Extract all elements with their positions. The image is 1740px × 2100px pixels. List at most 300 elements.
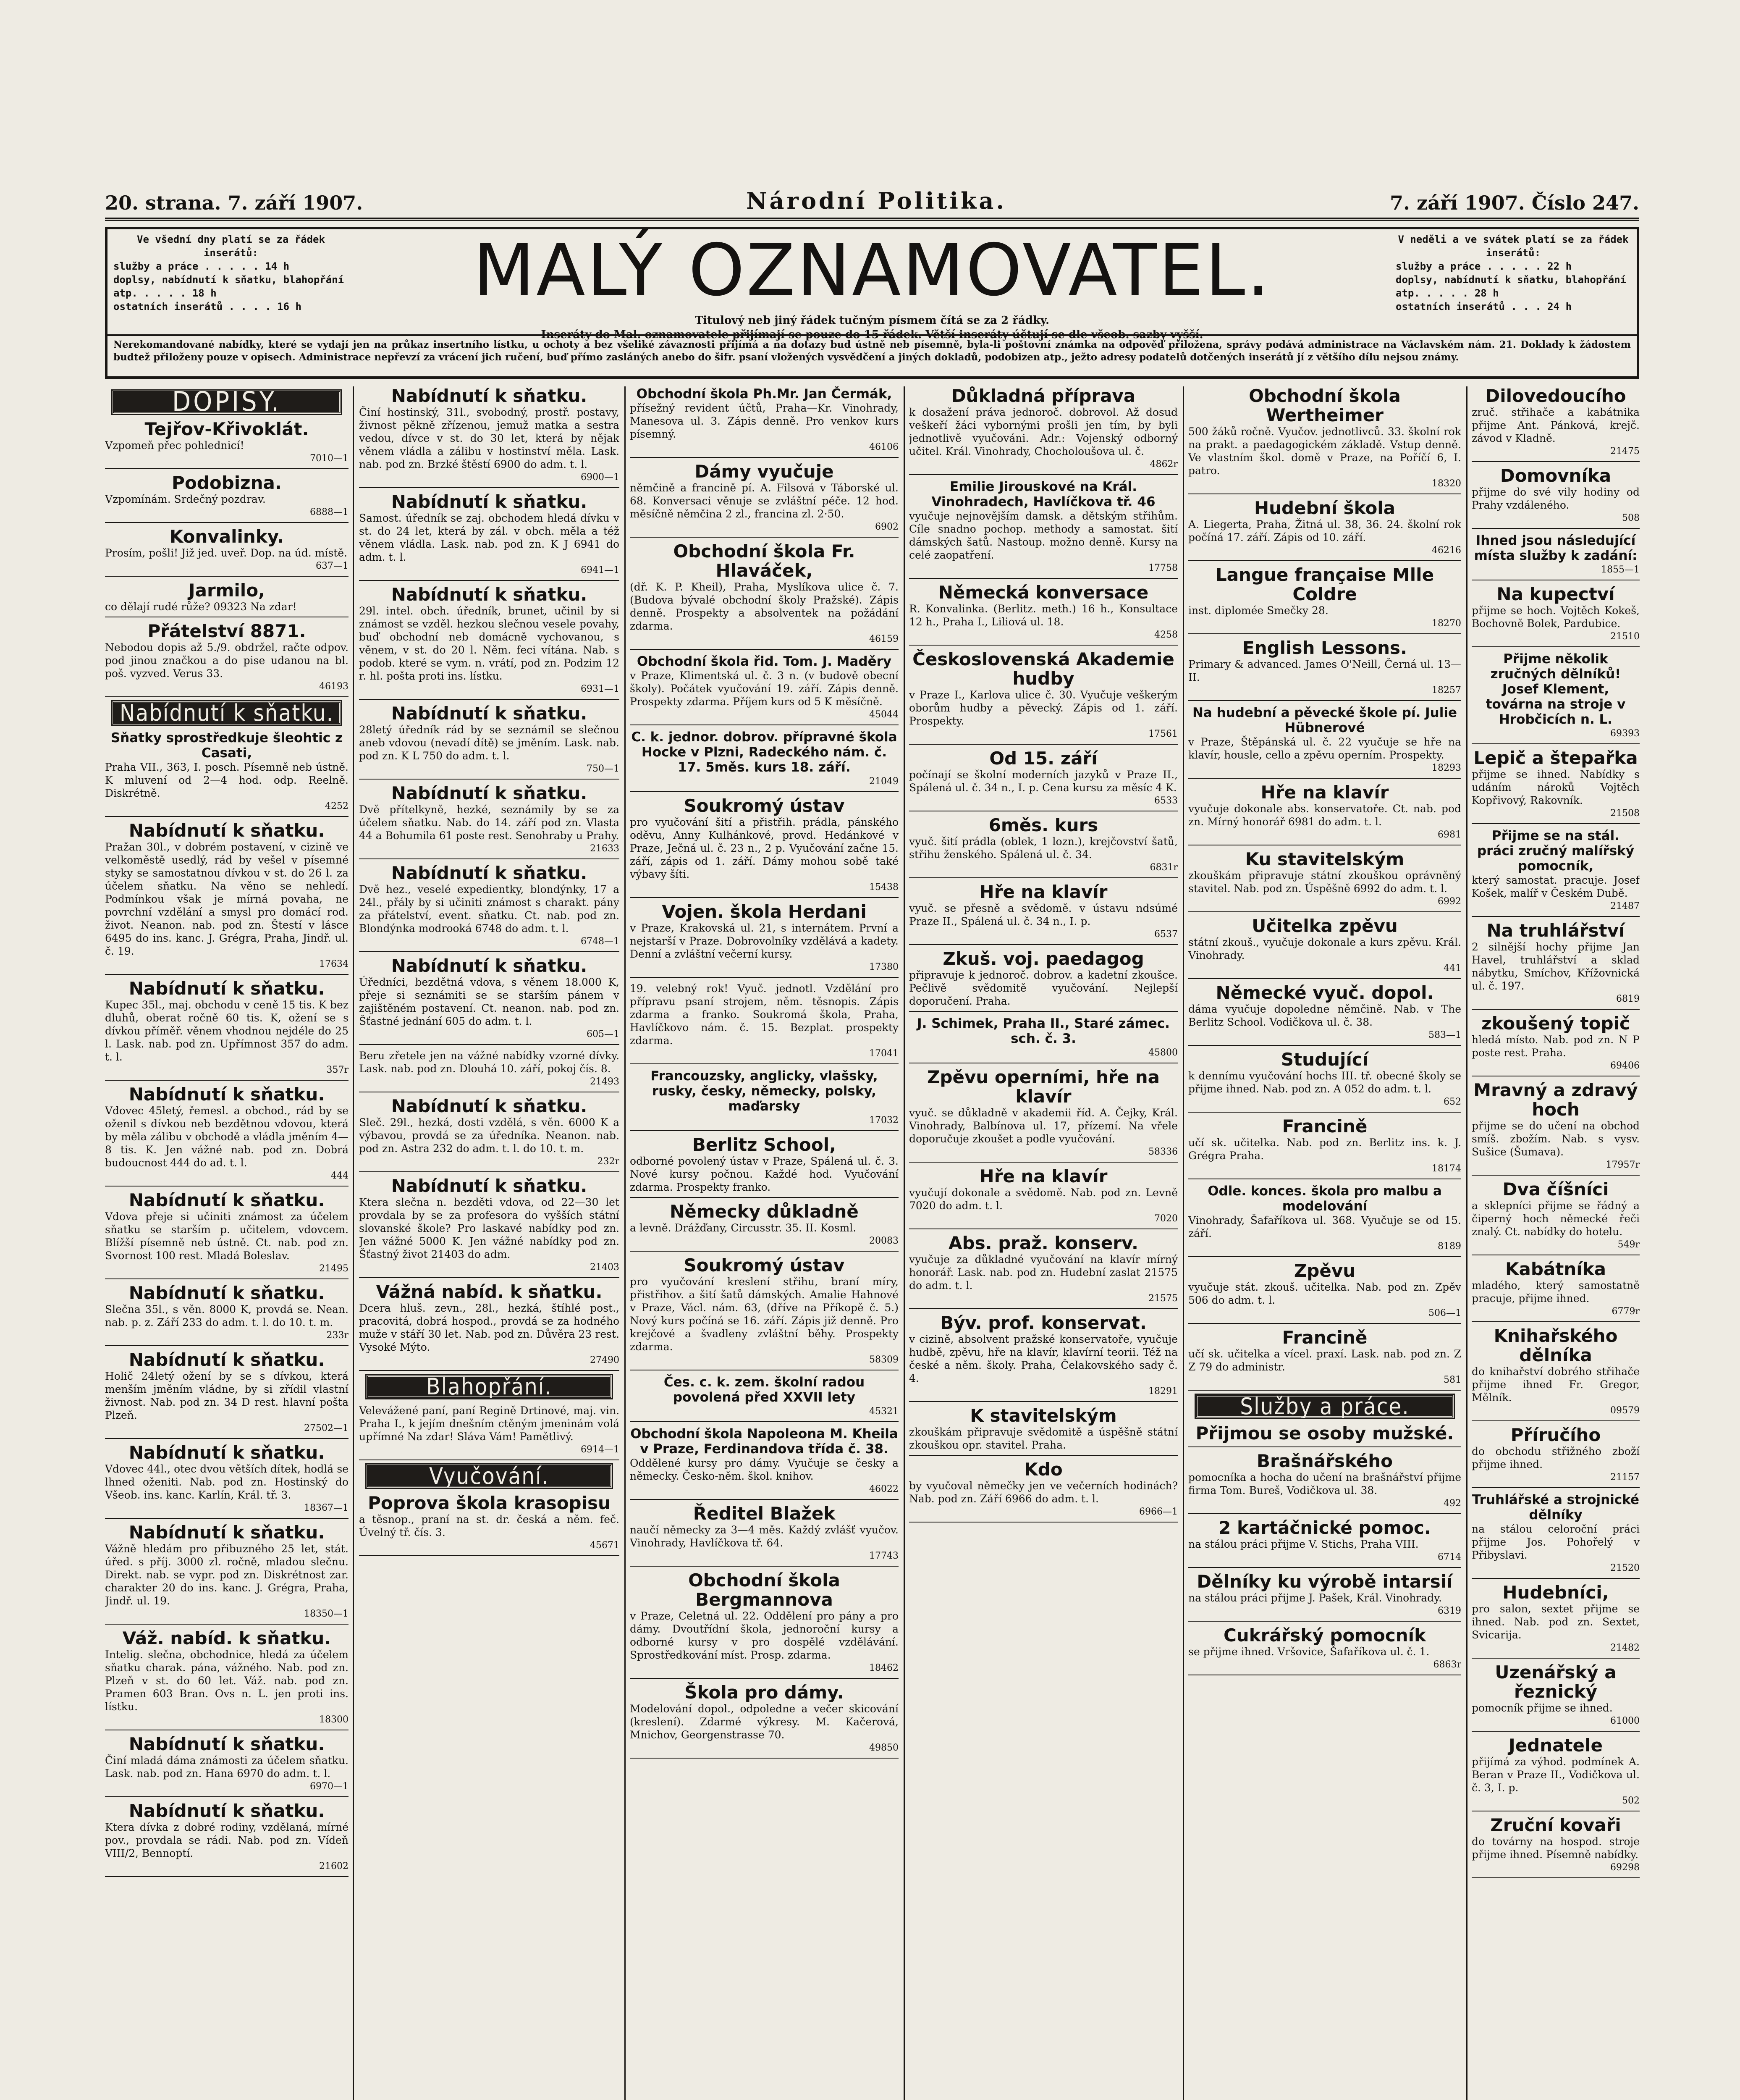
ad-heading: Zpěvu	[1294, 1260, 1356, 1281]
ad-number: 7020	[1154, 1213, 1178, 1224]
ad-text: Úředníci, bezdětná vdova, s věnem 18.000 K, přeje si seznámiti se se starším pánem v zajištěném postavení. Ct. neanon. nab. pod zn. Šťastné jednání 605 do adm. t. l.	[359, 976, 619, 1027]
classified-ad	[105, 1523, 349, 1625]
ad-number: 7010—1	[310, 453, 349, 464]
ad-heading: 2 kartáčnické pomoc.	[1219, 1517, 1431, 1538]
ad-heading: Na hudební a pěvecké škole pí. Julie Hübnerové	[1192, 705, 1457, 735]
ad-text: a sklepníci přijme se řádný a čiperný hoch německé řeči znalý. Ct. nabídky do hotelu.	[1472, 1200, 1640, 1238]
ad-heading: Vážná nabíd. k sňatku.	[376, 1281, 603, 1302]
classified-ad	[630, 1683, 899, 1759]
ad-heading: Od 15. září	[989, 748, 1098, 769]
ad-heading: Dva číšníci	[1502, 1179, 1609, 1200]
ad-number: 21508	[1610, 808, 1640, 819]
ad-text: pro vyučování šití a přistřih. prádla, pánského oděvu, Anny Kulhánkové, provd. Hedánkové v Praze, Ječná ul. č. 23 n., 2 p. Vyučování začne 15. září, zápis od 1. září. Dámy mohou sobě také výbavy šíti.	[630, 816, 899, 880]
ad-text: se přijme ihned. Vršovice, Šafaříkova ul. č. 1.	[1188, 1646, 1430, 1658]
ad-number: 652	[1444, 1097, 1461, 1107]
classified-ad	[630, 542, 899, 650]
ad-text: Činí mladá dáma známosti za účelem sňatku. Lask. nab. pod zn. Hana 6970 do adm. t. l.	[105, 1754, 349, 1780]
ad-number: 6831r	[1150, 862, 1178, 873]
ad-heading: Nabídnutí k sňatku.	[391, 783, 587, 803]
ad-number: 15438	[869, 882, 899, 892]
ad-text: státní zkouš., vyučuje dokonale a kurs zpěvu. Král. Vinohrady.	[1188, 936, 1461, 961]
ad-number: 6902	[875, 522, 899, 532]
ad-text: přísežný revident účtů, Praha—Kr. Vinohrady, Manesova ul. 3. Zápis denně. Pro venkov kurs písemný.	[630, 402, 899, 440]
classified-ad	[1188, 783, 1461, 845]
ad-text: Vdovec 45letý, řemesl. a obchod., rád by se oženil s dívkou neb bezdětnou vdovou, která by měla zálibu v obchodě a vládla jměním 4—8 tis. K. Jen vážné nab. pod zn. Dobrá budoucnost 444 do ad. t. l.	[105, 1105, 349, 1169]
ad-number: 58309	[869, 1354, 899, 1365]
section-header-dopisy: DOPISY.	[113, 391, 341, 414]
ad-number: 46106	[869, 442, 899, 452]
ad-number: 17957r	[1606, 1160, 1640, 1170]
ad-number: 18367—1	[304, 1503, 349, 1513]
classified-ad	[105, 730, 349, 817]
ad-text: mladého, který samostatně pracuje, přijme ihned.	[1472, 1279, 1640, 1305]
classified-ad	[1188, 565, 1461, 634]
ad-heading: Dámy vyučuje	[694, 461, 834, 482]
classified-ad	[105, 1284, 349, 1346]
ad-text: odborné povolený ústav v Praze, Spálená ul. č. 3. Nové kursy počnou. Každé hod. Vyučování zdarma. Prospekty franko.	[630, 1155, 899, 1193]
classified-ad	[909, 816, 1178, 878]
ad-heading: K stavitelským	[970, 1405, 1117, 1426]
ad-heading: Německá konversace	[938, 582, 1149, 603]
ad-number: 492	[1444, 1498, 1461, 1509]
ad-number: 6748—1	[581, 936, 619, 947]
ad-heading: Německé vyuč. dopol.	[1216, 982, 1434, 1003]
ad-heading: Berlitz School,	[692, 1134, 836, 1155]
ad-heading: Ředitel Blažek	[693, 1503, 836, 1524]
ad-text: přijme do své vily hodiny od Prahy vzdáleného.	[1472, 486, 1640, 511]
ad-number: 441	[1444, 963, 1461, 974]
classified-ad	[1188, 983, 1461, 1046]
ad-number: 58336	[1148, 1147, 1178, 1157]
classified-ad	[359, 1494, 619, 1556]
ad-heading: J. Schimek, Praha II., Staré zámec. sch. č. 3.	[917, 1016, 1170, 1046]
ad-text: co dělají rudé růže? 09323 Na zdar!	[105, 601, 297, 613]
ad-text: v Praze I., Karlova ulice č. 30. Vyučuje veškerým oborům hudby a pěvecký. Zápis od 1. září. Prospekty.	[909, 689, 1178, 727]
subtitle-line: Titulový neb jiný řádek tučným písmem čítá se za 2 řádky.	[694, 314, 1050, 327]
classified-ad	[1188, 916, 1461, 979]
classified-ad	[1188, 1184, 1461, 1257]
ad-heading: Německy důkladně	[670, 1201, 859, 1222]
classified-ad	[1188, 499, 1461, 561]
classified-ad	[630, 1571, 899, 1679]
column-rule	[1183, 386, 1184, 2100]
ad-text: 19. velebný rok! Vyuč. jednotl. Vzdělání pro přípravu psaní strojem, něm. těsnopis. Zápis zdarma a franko. Soukromá škola, Praha, Havlíčkovo nám. č. 15. Bezplat. prospekty zdarma.	[630, 982, 899, 1047]
classified-ad	[105, 821, 349, 975]
ad-number: 21575	[1148, 1293, 1178, 1304]
ad-text: Prosím, pošli! Již jed. uveř. Dop. na úd. místě.	[105, 547, 348, 559]
ad-heading: Truhlářské a strojnické dělníky	[1472, 1492, 1640, 1522]
ad-text: naučí německy za 3—4 měs. Každý zvlášť vyučov. Vinohrady, Havlíčkova tř. 64.	[630, 1524, 899, 1549]
ad-heading: Brašnářského	[1256, 1451, 1393, 1471]
ad-text: přijme se do učení na obchod smíš. zbožím. Nab. s vysv. Sušice (Šumava).	[1472, 1120, 1640, 1158]
ad-heading: Dělníky ku výrobě intarsií	[1197, 1571, 1453, 1592]
ad-heading: Obchodní škola Fr. Hlaváček,	[673, 541, 855, 581]
ad-number: 17032	[869, 1115, 899, 1126]
classified-ad	[909, 1234, 1178, 1309]
ad-number: 6863r	[1433, 1659, 1461, 1670]
ad-heading: Obchodní škola Wertheimer	[1249, 386, 1401, 425]
header-right: 7. září 1907. Číslo 247.	[1390, 192, 1639, 214]
ad-number: 46193	[319, 681, 349, 692]
ad-number: 6819	[1616, 994, 1640, 1004]
ad-number: 502	[1622, 1796, 1640, 1806]
ad-text: přijme se hoch. Vojtěch Kokeš, Bochovně Bolek, Pardubice.	[1472, 604, 1640, 630]
ad-number: 21495	[319, 1263, 349, 1274]
ad-number: 45671	[590, 1540, 619, 1551]
ad-number: 45044	[869, 709, 899, 720]
ads-teaching	[359, 1494, 619, 1556]
rates-weekday	[113, 233, 349, 313]
ad-text: vyučuje dokonale abs. konservatoře. Ct. nab. pod zn. Mírný honorář 6981 do adm. t. l.	[1188, 803, 1461, 828]
ad-text: vyučuje za důkladné vyučování na klavír mírný honorář. Lask. nab. pod zn. Hudební zaslat 21575 do adm. t. l.	[909, 1253, 1178, 1292]
ad-text: v cizině, absolvent pražské konservatoře, vyučuje hudbě, zpěvu, hře na klavír, klavírní teorii. Též na české a něm. školy. Praha, Čelakovského sady č. 4.	[909, 1333, 1178, 1384]
ad-text: přijímá za výhod. podmínek A. Beran v Praze II., Vodičkova ul. č. 3, I. p.	[1472, 1756, 1640, 1794]
ad-heading: Nabídnutí k sňatku.	[128, 1190, 325, 1210]
ad-number: 6981	[1438, 830, 1461, 840]
ad-number: 61000	[1610, 1716, 1640, 1726]
ad-heading: Hudebníci,	[1502, 1582, 1609, 1603]
ad-number: 18291	[1148, 1386, 1178, 1396]
ad-text: na stálou práci přijme V. Stichs, Praha VIII.	[1188, 1538, 1419, 1550]
ad-heading: C. k. jednor. dobrov. přípravné škola Hocke v Plzni, Radeckého nám. č. 17. 5měs. kurs 18. září.	[631, 730, 897, 775]
ad-heading: Jarmilo,	[188, 580, 265, 601]
ads-schools-3	[1188, 386, 1461, 1391]
ad-number: 506—1	[1428, 1308, 1461, 1318]
classified-ad	[359, 784, 619, 859]
section-header-nabidnuti: Nabídnutí k sňatku.	[113, 701, 341, 724]
classified-ad	[630, 730, 899, 792]
ad-text: Vdova přeje si učiniti známost za účelem sňatku se starším p. učitelem, vdovcem. Blížší písemně neb ústně. Ct. nab. pod zn. Svornost 100 rest. Mladá Boleslav.	[105, 1210, 349, 1262]
ads-jobs-2	[1472, 386, 1640, 1878]
ad-text: němčině a francině pí. A. Filsová v Táborské ul. 68. Konversaci věnuje se zvláštní péče. 12 hod. měsíčně němčina 2 zl., francina zl. 2·50.	[630, 482, 899, 520]
ad-text: inst. diplomée Smečky 28.	[1188, 604, 1329, 617]
ad-heading: Langue française Mlle Coldre	[1215, 564, 1434, 604]
classified-ad	[105, 527, 349, 577]
classified-ad	[105, 1735, 349, 1797]
column-3	[630, 386, 899, 2100]
ad-heading: Obchodní škola Bergmannova	[688, 1570, 840, 1610]
ad-text: Primary & advanced. James O'Neill, Černá ul. 13—II.	[1188, 658, 1461, 683]
ad-heading: Hře na klavír	[979, 1166, 1108, 1186]
ad-number: 69406	[1610, 1060, 1640, 1071]
ads-marriage	[105, 730, 349, 1877]
ad-number: 6714	[1438, 1552, 1461, 1562]
ad-heading: Podobizna.	[172, 472, 282, 493]
classified-ad	[630, 1068, 899, 1131]
ad-heading: Učitelka zpěvu	[1252, 916, 1398, 936]
ad-number: 6966—1	[1139, 1507, 1178, 1517]
ad-number: 27490	[590, 1355, 619, 1365]
column-rule	[904, 386, 905, 2100]
ad-text: Vdovec 44l., otec dvou větších dítek, hodlá se lhned oženiti. Nab. pod zn. Hostinský do Všeob. ins. kanc. Karlín, Král. tř. 3.	[105, 1463, 349, 1501]
ad-text: v Praze, Štěpánská ul. č. 22 vyučuje se hře na klavír, housle, cello a zpěvu operním. Prospekty.	[1188, 736, 1461, 761]
classified-ad	[909, 1406, 1178, 1456]
ad-number: 18174	[1432, 1163, 1461, 1174]
ad-text: v Praze, Celetná ul. 22. Oddělení pro pány a pro dámy. Dvoutřídní škola, jednoroční kursy a odborné kursy v pro dospělé vzdělávání. Sprostředkování míst. Prosp. zdarma.	[630, 1610, 899, 1661]
classified-ad	[630, 1135, 899, 1198]
ad-number: 4258	[1154, 630, 1178, 640]
rates-holiday-line: služby a práce . . . . . 22 h	[1396, 260, 1572, 272]
ad-number: 49850	[869, 1743, 899, 1753]
ad-text: Slečna 35l., s věn. 8000 K, provdá se. Nean. nab. p. z. Září 233 do adm. t. l. do 10. t. m.	[105, 1303, 349, 1328]
classified-ad	[105, 1443, 349, 1519]
rates-holiday	[1396, 233, 1631, 313]
ad-heading: Ku stavitelským	[1245, 849, 1405, 869]
classified-ad	[630, 1375, 899, 1422]
ad-text: Velevážené paní, paní Regině Drtinové, maj. vin. Praha I., k jejím dnešním ctěným jmeninám volá upřímné Na zdar! Sláva Vám! Pamětlivý.	[359, 1404, 619, 1443]
classified-ad	[630, 386, 899, 458]
ad-text: přijme se ihned. Nabídky s udáním nároků Vojtěch Kopřivový, Rakovník.	[1472, 768, 1640, 806]
classified-ad	[1188, 850, 1461, 912]
ad-heading: Francině	[1282, 1327, 1368, 1348]
header-left: 20. strana. 7. září 1907.	[105, 192, 363, 214]
column-6	[1472, 386, 1640, 2100]
ad-text: Modelování dopol., odpoledne a večer skicování (kreslení). Zdarmé výkresy. M. Kačerová, Mnichov, Georgenstrasse 70.	[630, 1703, 899, 1741]
classified-ad	[1472, 1736, 1640, 1811]
ad-number: 21520	[1610, 1563, 1640, 1573]
ad-number: 21510	[1610, 631, 1640, 642]
ad-number: 6941—1	[581, 565, 619, 575]
ad-heading: Zkuš. voj. paedagog	[943, 948, 1144, 969]
ad-text: a levně. Drážďany, Circusstr. 35. II. Kosml.	[630, 1222, 857, 1234]
classified-ad	[630, 1202, 899, 1252]
ad-text: v Praze, Klimentská ul. č. 3 n. (v budově obecní školy). Počátek vyučování 19. září. Zápis denně. Prospekty zdarma. Příjem kurs od 5 K měsíčně.	[630, 669, 899, 708]
ad-number: 21487	[1610, 901, 1640, 911]
ad-number: 6533	[1154, 795, 1178, 806]
classified-ad	[909, 882, 1178, 945]
ad-text: učí sk. učitelka a vícel. praxí. Lask. nab. pod zn. Z Z 79 do administr.	[1188, 1348, 1461, 1373]
classified-ad	[1472, 921, 1640, 1010]
ad-text: na stálou práci přijme J. Pašek, Král. Vinohrady.	[1188, 1592, 1442, 1604]
classified-ad	[1472, 748, 1640, 824]
ad-heading: Nabídnutí k sňatku.	[128, 820, 325, 841]
ad-heading: Obchodní škola Ph.Mr. Jan Čermák,	[636, 386, 892, 402]
ad-text: Sleč. 29l., hezká, dosti vzdělá, s věn. 6000 K a výbavou, provdá se za úředníka. Neanon. nab. pod zn. Astra 232 do adm. t. l. do 10. t. m.	[359, 1116, 619, 1155]
ad-number: 6779r	[1612, 1306, 1640, 1317]
ad-text: A. Liegerta, Praha, Žitná ul. 38, 36. 24. školní rok počíná 17. září. Zápis od 10. září.	[1188, 518, 1461, 543]
ad-heading: Sňatky sprostředkuje šleohtic z Casati,	[110, 730, 343, 761]
ad-text: zkouškám připravuje svědomitě a úspěšně státní zkouškou opr. stavitel. Praha.	[909, 1426, 1178, 1451]
classified-ad	[359, 585, 619, 700]
classified-ad	[909, 749, 1178, 811]
classifieds-title: MALÝ OZNAMOVATEL.	[473, 229, 1271, 312]
classified-ad	[630, 902, 899, 978]
ad-heading: Na truhlářství	[1486, 920, 1625, 941]
ad-text: (dř. K. P. Kheil), Praha, Myslíkova ulice č. 7. (Budova bývalé obchodní školy Pražské). Zápis denně. Prospekty a absolventek na požádání zdarma.	[630, 581, 899, 632]
ad-heading: Československá Akademie hudby	[912, 649, 1174, 689]
ad-number: 6931—1	[581, 684, 619, 694]
ad-heading: Knihařského dělníka	[1494, 1326, 1618, 1365]
ad-text: učí sk. učitelka. Nab. pod zn. Berlitz ins. k. J. Grégra Praha.	[1188, 1137, 1461, 1162]
ad-text: 28letý úředník rád by se seznámil se slečnou aneb vdovou (nevadí dítě) se jměním. Lask. nab. pod zn. K L 750 do adm. t. l.	[359, 724, 619, 762]
ad-heading: 6měs. kurs	[988, 815, 1098, 835]
rates-weekday-line: ostatních inserátů . . . . 16 h	[113, 301, 301, 312]
ad-number: 21049	[869, 776, 899, 787]
classified-ad	[359, 386, 619, 488]
ad-text: Vážně hledám pro přibuzného 25 let, stát. úřed. s příj. 3000 zl. ročně, mladou slečnu. Direkt. nab. se vypr. pod zn. Diskrétnost zar. charakter 20 do ins. kanc. J. Grégra, Praha, Jindř. ul. 19.	[105, 1543, 349, 1607]
ad-number: 605—1	[587, 1029, 619, 1040]
ad-heading: Zpěvu operními, hře na klavír	[927, 1067, 1160, 1107]
classified-ad	[359, 1097, 619, 1172]
rates-holiday-line: ostatních inserátů . . . 24 h	[1396, 301, 1572, 312]
ad-text: Ktera dívka z dobré rodiny, vzdělaná, mírné pov., provdala se rádi. Nab. pod zn. Vídeň VIII/2, Bennoptí.	[105, 1821, 349, 1859]
administration-notice: Nerekomandované nabídky, které se vydají jen na průkaz insertního lístku, u ochoty a bez všeliké závaznosti přijímá a na dotazy bud ústně neb písemně, byla-li poštovní známka na odpověď přiložena, správy podává administrace na Václavském nám. 21. Doklady k žádostem budtež přiloženy pouze v opisech. Administrace nepřevzí za vrácení jich ručení, buď přímo zasláných anebo do šifr. psaní vložených vysvědčení a jiných dokladů, podobizen atp., ježto adresy podatelů dotčených inserátů jí z většího dílu nejsou známy.	[107, 334, 1637, 366]
ad-text: pro vyučování kreslení střihu, braní míry, přistřihov. a šití šatů dámských. Amalie Hahnové v Praze, Václ. nám. 63, (dříve na Příkopě č. 5.) Nový kurs počíná se 16. září. Zápis již denně. Pro krejčové a švadleny zvláštní běhy. Prospekty zdarma.	[630, 1276, 899, 1353]
ad-number: 18300	[319, 1714, 349, 1725]
ad-text: do knihařství dobrého střihače přijme ihned Fr. Gregor, Mělník.	[1472, 1365, 1640, 1404]
rates-holiday-heading: V neděli a ve svátek platí se za řádek inserátů:	[1398, 234, 1629, 259]
classified-ad	[909, 386, 1178, 475]
ad-heading: Francouzsky, anglicky, vlašsky, rusky, česky, německy, polsky, maďarsky	[650, 1068, 878, 1114]
ad-heading: Důkladná příprava	[951, 386, 1136, 406]
ad-text: pro salon, sextet přijme se ihned. Nab. pod zn. Sextet, Svicarija.	[1472, 1603, 1640, 1641]
ad-heading: Zruční kovaři	[1490, 1815, 1621, 1835]
ad-number: 18350—1	[304, 1609, 349, 1619]
ad-number: 69298	[1610, 1862, 1640, 1873]
ad-heading: Hře na klavír	[979, 882, 1108, 902]
ad-text: na stálou celoroční práci přijme Jos. Pohořelý v Přibyslavi.	[1472, 1523, 1640, 1561]
classified-ad	[1472, 1180, 1640, 1255]
classified-ad	[1188, 638, 1461, 701]
classified-ad	[630, 1256, 899, 1370]
ad-heading: Hře na klavír	[1260, 782, 1389, 803]
ad-text: Dcera hluš. zevn., 28l., hezká, štíhlé post., pracovitá, dobrá hospod., provdá se za hodného muže v stáří 30 let. Nab. pod zn. Důvěra 23 rest. Vysoké Mýto.	[359, 1302, 619, 1353]
ad-heading: Soukromý ústav	[684, 1255, 845, 1276]
ad-heading: zkoušený topič	[1481, 1013, 1630, 1034]
classified-ad	[1472, 1583, 1640, 1659]
ad-heading: Nabídnutí k sňatku.	[391, 386, 587, 406]
ad-number: 21482	[1610, 1643, 1640, 1653]
ad-number: 6914—1	[581, 1444, 619, 1455]
ad-number: 1855—1	[1601, 564, 1640, 575]
classified-ad	[1472, 533, 1640, 580]
classified-ad	[105, 622, 349, 697]
classified-ad	[1472, 1260, 1640, 1322]
ads-schools	[630, 386, 899, 1759]
ad-heading: Nabídnutí k sňatku.	[391, 584, 587, 605]
ad-text: by vyučoval němečky jen ve večerních hodinách? Nab. pod zn. Září 6966 do adm. t. l.	[909, 1480, 1178, 1505]
classified-ad	[909, 583, 1178, 646]
ad-text: Dvě hez., veselé expedientky, blondýnky, 17 a 24l., přály by si učiniti známost s charakt. pány za přátelství, event. sňatku. Ct. nab. pod zn. Blondýnka modrooká 6748 do adm. t. l.	[359, 883, 619, 934]
ad-number: 6992	[1438, 896, 1461, 907]
ad-text: Nebodou dopis až 5./9. obdržel, račte odpov. pod jinou značkou a do pise udanou na bl. poš. vyzved. Verus 33.	[105, 641, 349, 680]
classifieds-masthead	[105, 227, 1639, 379]
classified-ad	[1472, 386, 1640, 462]
ad-heading: Mravný a zdravý hoch	[1473, 1080, 1638, 1120]
ad-text: dáma vyučuje dopoledne němčině. Nab. v The Berlitz School. Vodičkova ul. č. 38.	[1188, 1003, 1461, 1028]
subtitle-line: Inseráty do Mal. oznamovatele přijímají se pouze do 15 řádek. Větší inseráty účtují se dle všeob. sazby vyšší.	[541, 328, 1203, 341]
ad-text: Dvě přítelkyně, hezké, seznámily by se za účelem sňatku. Nab. do 14. září pod zn. Vlasta 44 a Bohumila 61 poste rest. Senohraby u Prahy.	[359, 803, 619, 842]
ad-heading: Kdo	[1024, 1459, 1063, 1480]
classified-ad	[630, 1504, 899, 1567]
ad-number: 6319	[1438, 1606, 1461, 1616]
ad-text: k dosažení práva jednoroč. dobrovol. Až dosud veškeří žáci vybornými prošli jen tím, by byli jednotlivě vyučováni. Adr.: Vojenský odborný učitel. Král. Vinohrady, Chocholoušova ul. č.	[909, 406, 1178, 457]
classified-ad	[359, 864, 619, 952]
ads-marriage-2	[359, 386, 619, 1371]
ad-heading: Nabídnutí k sňatku.	[391, 956, 587, 976]
column-5	[1188, 386, 1461, 2100]
ad-number: 17758	[1148, 563, 1178, 573]
classified-ad	[1188, 1424, 1461, 1447]
ad-heading: Přijme několik zručných dělníků! Josef Klement, továrna na stroje v Hrobčicích n. L.	[1486, 651, 1626, 727]
classified-ad	[1188, 1518, 1461, 1568]
ad-number: 20083	[869, 1236, 899, 1246]
classified-ad	[1188, 1572, 1461, 1622]
ad-number: 18270	[1432, 618, 1461, 629]
ad-text: Beru zřetele jen na vážné nabídky vzorné dívky. Lask. nab. pod zn. Dlouhá 10. září, pokoj čís. 8.	[359, 1050, 619, 1075]
ad-text: připravuje k jednoroč. dobrov. a kadetní zkoušce. Pečlivě svědomitě vyučování. Nejlepší doporučení. Praha.	[909, 969, 1178, 1007]
ad-text: pomocník přijme se ihned.	[1472, 1702, 1613, 1714]
ad-text: Intelig. slečna, obchodnice, hledá za účelem sňatku charak. pána, vážného. Nab. pod zn. Plzeň v st. do 60 let. Váž. nab. pod zn. Pramen 603 Bran. Ovs n. L. jen proti ins. lístku.	[105, 1648, 349, 1713]
classified-ad	[1472, 651, 1640, 744]
ads-schools-2	[909, 386, 1178, 1522]
column-rule	[1466, 386, 1467, 2100]
ad-text: zruč. střihače a kabátnika přijme Ant. Pánková, krejč. závod v Kladně.	[1472, 406, 1640, 444]
ad-number: 4862r	[1150, 459, 1178, 470]
ad-heading: Nabídnutí k sňatku.	[128, 978, 325, 999]
classified-ad	[630, 982, 899, 1064]
ad-number: 8189	[1438, 1241, 1461, 1252]
ad-number: 21475	[1610, 446, 1640, 457]
ad-text: Praha VII., 363, I. posch. Písemně neb ústně. K mluvení od 2—4 hod. odp. Reelně. Diskrétně.	[105, 761, 349, 799]
classified-ad	[1188, 1050, 1461, 1113]
ad-heading: Nabídnutí k sňatku.	[391, 1176, 587, 1196]
ad-text: který samostat. pracuje. Josef Košek, malíř v Českém Dubě.	[1472, 874, 1640, 899]
ad-heading: Nabídnutí k sňatku.	[391, 703, 587, 724]
ad-number: 69393	[1610, 728, 1640, 739]
ad-number: 17380	[869, 962, 899, 972]
ad-heading: Přijmou se osoby mužské.	[1195, 1423, 1454, 1444]
ad-number: 46022	[869, 1484, 899, 1494]
classified-ad	[630, 654, 899, 725]
ad-heading: Odle. konces. škola pro malbu a modelování	[1208, 1184, 1442, 1214]
ad-text: Holič 24letý ožení by se s dívkou, která menším jměním vládne, by si zřídil vlastní živnost. Nab. pod zn. 34 D rest. hlavní pošta Plzeň.	[105, 1370, 349, 1421]
classified-ad	[359, 492, 619, 581]
ad-number: 233r	[326, 1330, 349, 1341]
ad-text: vyučuje stát. zkouš. učitelka. Nab. pod zn. Zpěv 506 do adm. t. l.	[1188, 1281, 1461, 1306]
ad-number: 21157	[1610, 1472, 1640, 1483]
classified-ad	[359, 1404, 619, 1460]
classified-ad	[105, 473, 349, 523]
ad-number: 750—1	[587, 764, 619, 774]
ad-heading: Ihned jsou následující místa služby k zadání:	[1474, 533, 1638, 563]
ads-letters	[105, 420, 349, 697]
classified-ad	[359, 704, 619, 780]
column-rule	[353, 386, 354, 2100]
ad-heading: Nabídnutí k sňatku.	[391, 863, 587, 883]
classified-ad	[1188, 1117, 1461, 1179]
ad-number: 18257	[1432, 685, 1461, 696]
ad-text: do obchodu střižného zboží přijme ihned.	[1472, 1445, 1640, 1470]
ad-heading: Nabídnutí k sňatku.	[128, 1522, 325, 1543]
classified-ad	[909, 1167, 1178, 1229]
ad-text: pomocníka a hocha do učení na brašnářství přijme firma Tom. Bureš, Vodičkova ul. 38.	[1188, 1471, 1461, 1496]
ads-jobs	[1188, 1424, 1461, 1675]
ad-number: 27502—1	[304, 1423, 349, 1433]
ad-heading: Hudební škola	[1254, 498, 1395, 518]
classified-ad	[105, 581, 349, 617]
classified-ad	[630, 462, 899, 538]
ad-heading: Příručího	[1510, 1425, 1601, 1445]
header-masthead-title: Národní Politika.	[746, 187, 1007, 214]
ad-heading: Lepič a štepařka	[1473, 748, 1638, 768]
ad-heading: Kabátníka	[1505, 1259, 1606, 1279]
classified-ad	[1188, 1328, 1461, 1391]
ad-heading: Nabídnutí k sňatku.	[128, 1283, 325, 1303]
ad-number: 46216	[1432, 545, 1461, 556]
ad-text: R. Konvalinka. (Berlitz. meth.) 16 h., Konsultace 12 h., Praha I., Liliová ul. 18.	[909, 603, 1178, 628]
ad-number: 6900—1	[581, 472, 619, 483]
